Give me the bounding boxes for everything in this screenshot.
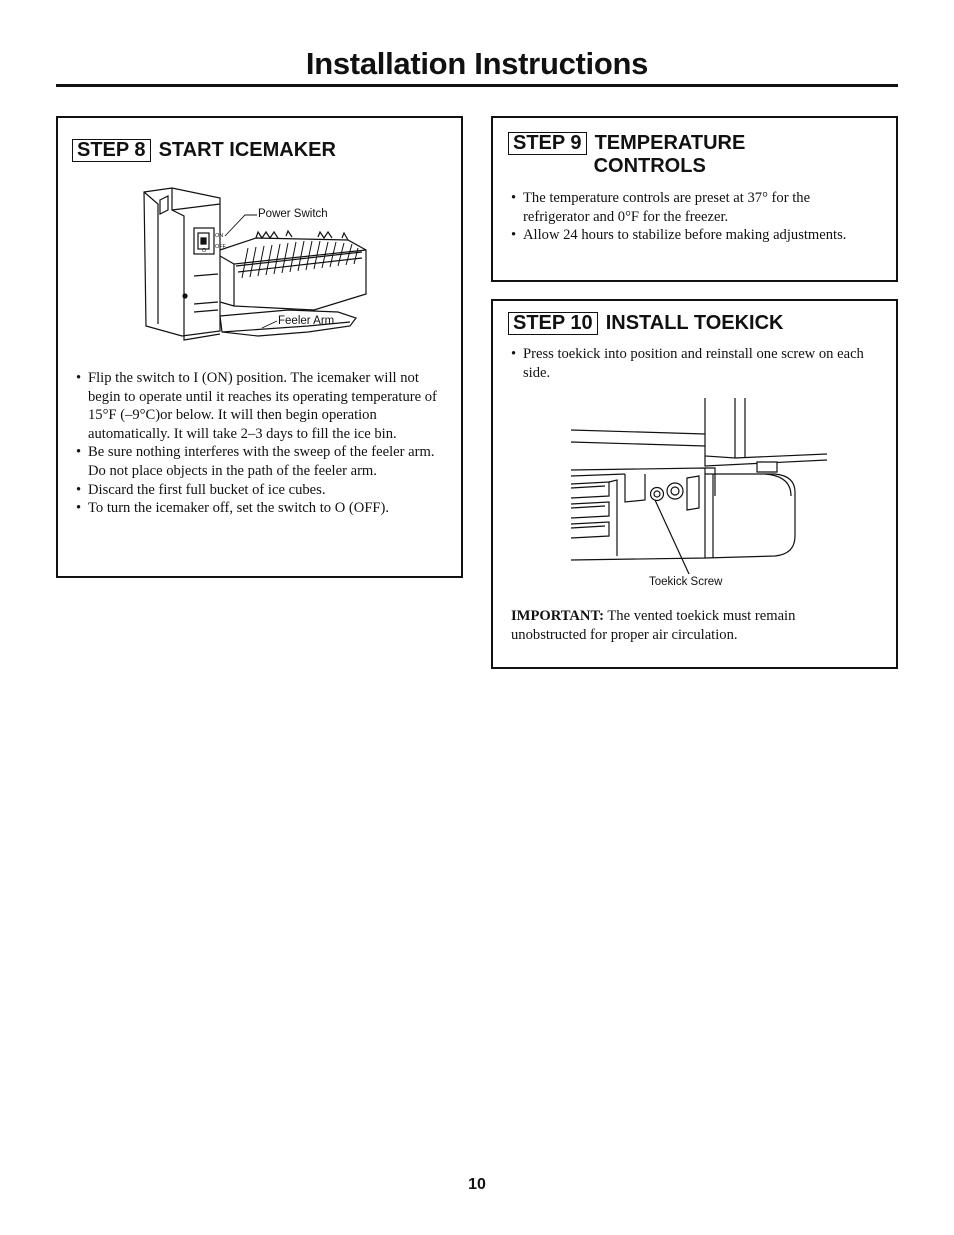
feeler-arm-label: Feeler Arm (278, 315, 335, 327)
step9-title (595, 132, 746, 178)
page-title: Installation Instructions (305, 46, 649, 81)
toekick-screw-label: Toekick Screw (649, 576, 723, 588)
important-note (511, 607, 871, 644)
list-item: • Press toekick into position and reinstall one screw on each side. (511, 345, 871, 382)
switch-on-label: ON (215, 233, 224, 239)
step10-badge: STEP 10 (508, 312, 598, 335)
step9-title-line2: CONTROLS (593, 155, 706, 177)
toekick-illustration (565, 396, 835, 576)
step9-heading (508, 132, 745, 178)
list-item: • Discard the first full bucket of ice cubes. (76, 481, 446, 500)
power-switch-label: Power Switch (258, 208, 328, 220)
power-switch-leader (215, 210, 295, 240)
step9-bullets (511, 189, 871, 245)
list-item: • Allow 24 hours to stabilize before making adjustments. (511, 226, 871, 245)
step9-title-line1: TEMPERATURE (594, 132, 746, 154)
step10-heading (508, 312, 783, 335)
step8-title: START ICEMAKER (158, 139, 336, 161)
switch-off-label: OFF (215, 244, 226, 250)
list-item: • Flip the switch to I (ON) position. The icemaker will not begin to operate until it reaches its operating temperature of 15°F (–9°C)or below. It will then begin operation automatically. It will take 2–3 days to fill the ice bin. (76, 369, 446, 443)
title-rule (56, 84, 898, 87)
list-item: • Be sure nothing interferes with the sweep of the feeler arm. Do not place objects in the path of the feeler arm. (76, 443, 446, 480)
step8-heading (72, 139, 336, 162)
switch-o-label: O (202, 248, 207, 254)
page-number: 10 (468, 1176, 486, 1193)
switch-i-label: I (199, 236, 201, 242)
feeler-arm-leader (258, 315, 318, 335)
list-item: • The temperature controls are preset at 37° for the refrigerator and 0°F for the freezer. (511, 189, 871, 226)
step10-title: INSTALL TOEKICK (605, 312, 784, 334)
list-item: • To turn the icemaker off, set the switch to O (OFF). (76, 499, 446, 518)
important-text: The vented toekick must remain unobstructed for proper air circulation. (511, 608, 796, 643)
step10-bullets (511, 345, 871, 382)
step9-badge: STEP 9 (508, 132, 587, 155)
step8-bullets (76, 369, 446, 518)
important-label: IMPORTANT: (511, 608, 604, 624)
step8-badge: STEP 8 (72, 139, 151, 162)
